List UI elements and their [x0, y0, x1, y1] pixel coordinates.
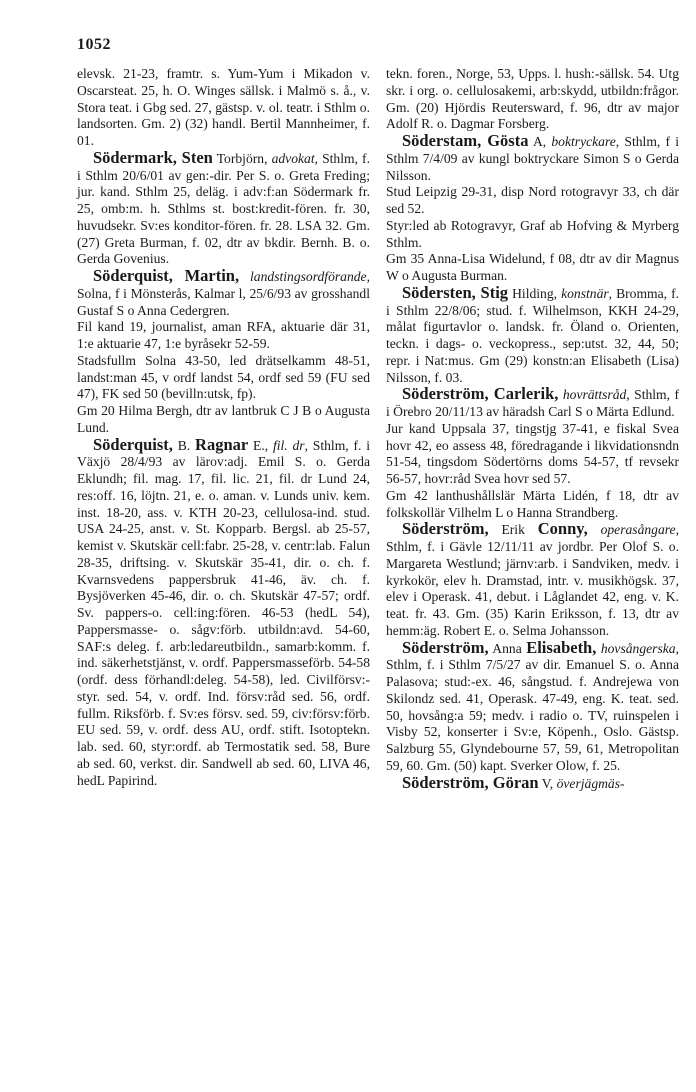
left-column [77, 66, 370, 789]
entry-text: , Sthlm, f i Sthlm 7/4/09 av kungl boktryckare Simon S o Gerda Nilsson. [386, 134, 680, 183]
paragraph-text: Gm 42 lanthushållslär Märta Lidén, f 18, dtr av folkskollär Vilhelm L o Hanna Strandberg. [386, 487, 679, 520]
paragraph-text: Jur kand Uppsala 37, tingstjg 37-41, e fiskal Svea hovr 42, eo assess 48, föredragande i likvidationsndn 51-54, tingsdom Södertörns doms 54-57, tf revsekr 56-57, hovr:råd Svea hovr sed 57. [386, 420, 679, 486]
entry-name: Söderquist, [93, 434, 173, 454]
entry-occupation: advokat [271, 150, 315, 166]
entry-occupation: boktryckare [551, 134, 616, 149]
entry-occupation: överjägmäs- [556, 775, 625, 791]
entry-name-secondary: Ragnar [195, 434, 249, 454]
entry-paragraph [77, 66, 370, 150]
paragraph-text: Fil kand 19, journalist, aman RFA, aktuarie där 31, 1:e aktuarie 47, 1:e byråsekr 52-59. [77, 319, 370, 351]
paragraph-text: Stadsfullm Solna 43-50, led drätselkamm 48-51, landst:man 45, v ordf landst 54, ordf sed 59 (FU sed 47), FK sed 50 (bevilln:utsk, fp). [77, 352, 370, 402]
biography-entry [386, 386, 679, 421]
biography-entry [386, 637, 679, 775]
entry-occupation: operasångare [600, 522, 676, 538]
entry-paragraph [386, 218, 679, 252]
paragraph-text: Styr:led ab Rotogravyr, Graf ab Hofving & Myrberg Sthlm. [386, 217, 679, 250]
entry-text: , Sthlm, f. i Gävle 12/11/11 av jordbr. Per Olof S. o. Margareta Westlund; järnv:arb. i Sandviken, medv. i kyrkokör, elev h. Dramstad, intr. v. musikhögsk. 37, elev i Operask. 41, debut. i Låglandet 42, eng. v. K. teat. fr. 43. Gm. (35) Karin Eriksson, f. 13, dtr av hemm:äg. Robert E. o. Selma Johansson. [386, 522, 679, 638]
entry-name: Söderström, [402, 637, 489, 657]
paragraph-text: elevsk. 21-23, framtr. s. Yum-Yum i Mikadon v. Oscarsteat. 25, h. O. Winges sällsk. i Malmö s. å., v. Stora teat. i Gbg sed. 27, gästsp. v. ol. teatr. i Sthlm o. landsorten. Gm. 2) (32) handl. Bertil Mannheimer, f. 01. [77, 66, 370, 148]
right-column [386, 66, 679, 792]
entry-text: , Sthlm, f. i Sthlm 20/6/01 av gen:-dir. Per S. o. Greta Freding; jur. kand. Sthlm 25, deläg. i adv:f:an Södermark fr. 25, omb:m. h. Sthlms st. bost:kredit-fören. fr. 30, huvudsekr. Sv:es konditor-fören. fr. 28. LSA 32. Gm. (27) Greta Burman, f. 02, dtr av bkdir. Bernh. B. o. Gerda Govenius. [77, 150, 370, 267]
entry-paragraph [386, 184, 679, 218]
entry-name: Söderquist, Martin, [93, 266, 240, 285]
entry-name: Söderström, Göran [402, 772, 539, 792]
entry-paragraph [386, 421, 679, 488]
entry-name: Södermark, Sten [93, 147, 213, 167]
paragraph-text: Stud Leipzig 29-31, disp Nord rotogravyr 33, ch där sed 52. [386, 184, 679, 216]
entry-occupation: hovrättsråd [562, 387, 627, 403]
entry-text: , Sthlm, f. i Sthlm 7/5/27 av dir. Emanuel S. o. Anna Palasova; stud:-ex. 46, sångstud. f. Andrejewa von Skilondz sed. 41, Operask. 47-49, eng. K. teat. sed. 50, hovsång:a 59; medv. i radio o. TV, ruinspelen i Visby 52, konserter i Sv:e, Köpenh., Oslo. Gästsp. Salzburg 55, Glyndebourne 57, 59, 61, Metropolitan 59, 60. Gm. (50) kapt. Sverker Olow, f. 25. [386, 640, 679, 773]
biography-entry [386, 282, 680, 387]
entry-text: , Bromma, f. i Sthlm 22/8/06; stud. f. Wilhelmson, KKH 24-29, målat figurtavlor o. landsk. fr. Öland o. Orienten, teckn. i dags- o. veckopress., sep:utst. 32, 44, 50; repr. i Nat:mus. Gm (29) konstn:an Elisabeth (Lisa) Nilsson, f. 03. [386, 285, 680, 385]
biography-entry [386, 772, 679, 793]
entry-given-name: V, [538, 775, 557, 791]
biography-entry [386, 521, 679, 639]
entry-paragraph [77, 353, 370, 403]
biography-entry [77, 434, 370, 790]
biography-entry [386, 133, 679, 184]
entry-name: Söderstam, Gösta [402, 131, 529, 150]
entry-name: Södersten, Stig [402, 282, 509, 302]
entry-paragraph [386, 488, 679, 522]
entry-given-name: Torbjörn, [212, 150, 272, 166]
entry-given-name-secondary: E., [248, 437, 273, 453]
entry-text: , Sthlm, f. i Växjö 28/4/93 av lärov:adj. Emil S. o. Gerda Eklundh; fil. mag. 17, fil. lic. 21, fil. dr Lund 24, res:off. 16, löjtn. 21, e. o. aman. v. Lunds univ. kem. inst. 18-20, ass. v. KTH 20-23, cellulosa-ind. stud. USA 24-25, anst. v. St. Kopparb. Bergsl. ab 25-57, kemist v. Skutskär cell:fabr. 25-28, v. centr:lab. Falun 28-35, driftsing. v. Skutskär 35-41, dir. o. ch. f. Kvarnsvedens pappersbruk 41-46, äv. ch. f. Bysjöverken 45-46, dir. o. ch. Skutskär 47-57; ordf. Sv. pappers-o. cell:ing:fören. 46-53 (hedL 54), Pappersmasse- o. sågv:förb. utbildn:avd. 54-60, SAF:s deleg. f. arb:ledareutbildn., samarb:komm. f. ind. säkerhetstjänst, v. ordf. Pappersmasseförb. 54-58 (ordf. dess förhandl:deleg. 54-58), led. Civilförsv:-styr. sed. 54, v. ordf. Ind. försv:råd sed. 56, ordf. fullm. Riksförb. f. Sv:es försv. sed. 59, civ:försv:förb. EU sed. 59, v. ordf. dess AU, ordf. stift. Isotoptekn. lab. sed. 60, styr:ordf. ab Termostatik sed. 58, Bure ab sed. 60, verkst. dir. Sandwell ab sed. 60, LIVA 46, hedL Papirind. [77, 437, 370, 788]
entry-text: , Solna, f i Mönsterås, Kalmar l, 25/6/93 av grosshandl Gustaf S o Anna Cedergren. [77, 269, 370, 318]
entry-given-name: Anna [488, 640, 527, 656]
entry-paragraph [386, 251, 679, 285]
entry-occupation: konstnär [561, 285, 609, 301]
biography-entry [77, 268, 370, 319]
paragraph-text: tekn. foren., Norge, 53, Upps. l. hush:-sällsk. 54. Utg skr. i org. o. cellulosakemi, arb:skydd, utbildn:frågor. Gm. (20) Hjördis Reutersward, f. 96, dtr av major Adolf R. o. Dagmar Forsberg. [386, 66, 679, 132]
entry-given-name-secondary [588, 522, 601, 537]
entry-name: Söderström, [402, 519, 489, 539]
entry-name-secondary: Elisabeth, [526, 637, 597, 657]
entry-given-name: Hilding, [508, 285, 562, 301]
paragraph-text: Gm 20 Hilma Bergh, dtr av lantbruk C J B o Augusta Lund. [77, 403, 370, 435]
entry-occupation: fil. dr [272, 437, 305, 453]
entry-name: Söderström, Carlerik, [402, 384, 559, 404]
entry-occupation: landstingsordförande [250, 269, 367, 284]
entry-paragraph [77, 319, 370, 353]
entry-occupation: hovsångerska [600, 640, 676, 656]
entry-given-name: Erik [488, 522, 538, 538]
entry-given-name [239, 269, 250, 284]
entry-paragraph [77, 403, 370, 437]
paragraph-text: Gm 35 Anna-Lisa Widelund, f 08, dtr av dir Magnus W o Augusta Burman. [386, 251, 679, 283]
entry-given-name: B. [172, 437, 196, 453]
biography-entry [77, 147, 370, 268]
entry-paragraph [386, 66, 679, 133]
entry-text: , Sthlm, f i Örebro 20/11/13 av häradsh Carl S o Märta Edlund. [386, 387, 679, 419]
entry-given-name: A, [528, 134, 552, 149]
page-number: 1052 [77, 36, 111, 53]
entry-name-secondary: Conny, [537, 519, 588, 539]
